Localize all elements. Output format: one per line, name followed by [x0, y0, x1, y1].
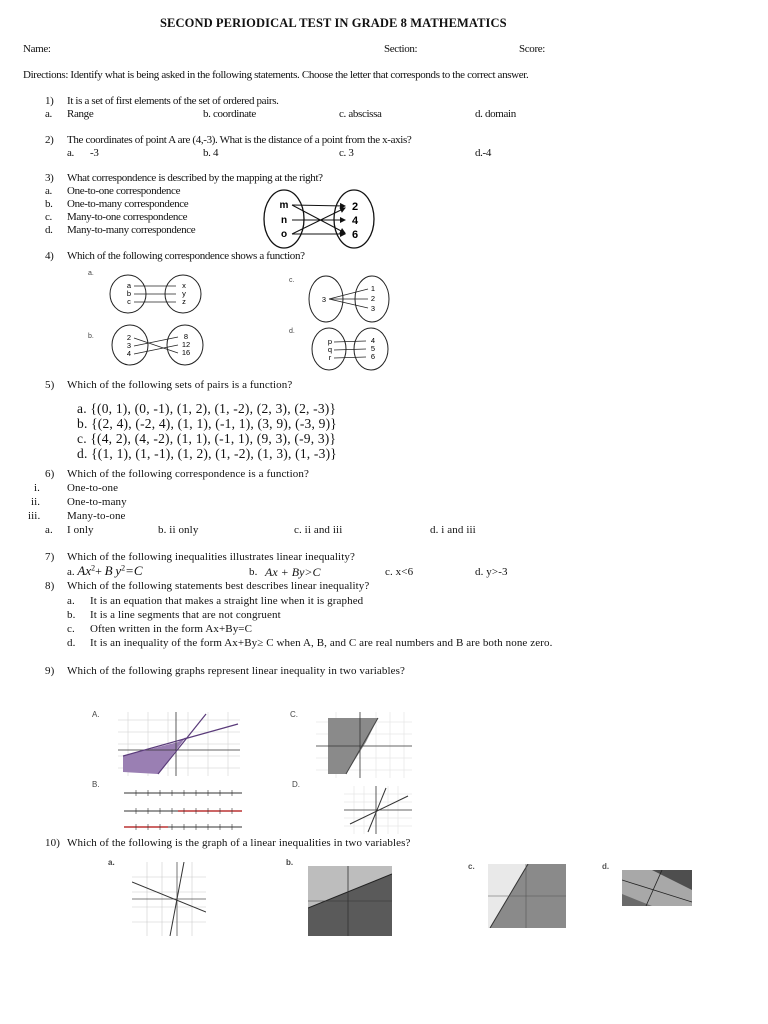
mapping-arrow [334, 341, 366, 342]
range-element: 3 [370, 304, 376, 313]
question-number: 8) [45, 580, 55, 592]
range-element: 2 [351, 201, 359, 213]
option-letter: c. [45, 211, 52, 223]
domain-element: 3 [321, 295, 327, 304]
option-d: d. domain [475, 108, 516, 120]
option-letter: a. [67, 566, 75, 578]
range-element: 16 [181, 348, 191, 357]
option-c: Many-to-one correspondence [67, 211, 188, 223]
score-label: Score: [519, 43, 546, 55]
question-text: What correspondence is described by the mapping at the right? [67, 172, 323, 184]
range-element: 8 [183, 332, 189, 341]
line-graph-a [132, 862, 206, 936]
domain-element: a [126, 281, 132, 290]
range-element: 4 [370, 336, 376, 345]
question-number: 10) [45, 837, 60, 849]
mapping-arrow [334, 357, 366, 358]
question-text: Which of the following correspondence is a function? [67, 468, 309, 480]
option-label: B. [92, 780, 100, 789]
option-label: d. [289, 328, 295, 335]
number-line-graph-b [122, 785, 244, 833]
option-label: D. [292, 780, 300, 789]
question-text: Which of the following inequalities illustrates linear inequality? [67, 551, 355, 563]
question-number: 1) [45, 95, 54, 107]
question-number: 9) [45, 665, 55, 677]
domain-element: b [126, 289, 132, 298]
option-letter: d. [67, 637, 76, 649]
math-var: B [104, 563, 113, 578]
mapping-arrow [292, 208, 345, 234]
question-text: Which of the following is the graph of a linear inequalities in two variables? [67, 837, 411, 849]
option-letter: a. [67, 147, 74, 159]
question-text: Which of the following statements best describes linear inequality? [67, 580, 370, 592]
option-letter: b. [249, 566, 258, 578]
option-b: Ax + By>C [265, 565, 321, 579]
option-letter: a. [45, 524, 53, 536]
option-d: d. {(1, 1), (1, -1), (1, 2), (1, -2), (1, 3), (1, -3)} [77, 446, 337, 461]
option-c: c. 3 [339, 147, 354, 159]
option-a: It is an equation that makes a straight line when it is graphed [90, 595, 364, 607]
directions: Directions: Identify what is being asked in the following statements. Choose the letter that corresponds to the correct answer. [23, 69, 529, 81]
range-element: 4 [351, 215, 359, 227]
option-d: d.-4 [475, 147, 492, 159]
question-number: 6) [45, 468, 55, 480]
domain-element: 2 [126, 333, 132, 342]
math-exponent: 2 [121, 563, 126, 573]
option-c: c. {(4, 2), (4, -2), (1, 1), (-1, 1), (9, 3), (-9, 3)} [77, 431, 337, 446]
math-op: =C [125, 563, 143, 578]
shaded-graph-b [308, 866, 392, 936]
boundary-line [123, 724, 238, 756]
range-element: 1 [370, 284, 376, 293]
domain-element: p [327, 337, 333, 346]
question-number: 4) [45, 250, 54, 262]
option-b: One-to-many correspondence [67, 198, 189, 210]
option-letter: b. [67, 609, 76, 621]
domain-element: q [327, 345, 333, 354]
mapping-arrow [134, 338, 178, 353]
option-letter: d. [45, 224, 53, 236]
domain-element: m [279, 200, 289, 211]
intersecting-lines-graph-d [344, 786, 412, 834]
range-element: 6 [351, 229, 359, 241]
domain-element: r [328, 353, 332, 362]
range-element: 2 [370, 294, 376, 303]
item-text: One-to-one [67, 482, 119, 494]
domain-element: n [280, 215, 288, 226]
math-var: y [115, 563, 122, 578]
mapping-diagram [262, 188, 378, 250]
option-d: Many-to-many correspondence [67, 224, 196, 236]
question-number: 7) [45, 551, 55, 563]
math-var: x [85, 563, 92, 578]
option-label: a. [88, 270, 94, 277]
option-letter: a. [45, 185, 52, 197]
option-letter: a. [45, 108, 52, 120]
range-element: x [182, 281, 186, 290]
option-b: b. {(2, 4), (-2, 4), (1, 1), (-1, 1), (3, 9), (-3, 9)} [77, 416, 337, 431]
item-roman: iii. [28, 510, 41, 522]
option-b: It is a line segments that are not congruent [90, 609, 281, 621]
option-c: c. abscissa [339, 108, 382, 120]
boundary-line [132, 882, 206, 912]
question-text: Which of the following graphs represent linear inequality in two variables? [67, 665, 406, 677]
mapping-diagram-b [86, 320, 216, 370]
option-b: b. 4 [203, 147, 219, 159]
shaded-graph-d [622, 870, 692, 906]
question-text: Which of the following correspondence shows a function? [67, 250, 305, 262]
range-element: y [182, 289, 186, 298]
math-var: A [77, 563, 86, 578]
option-d: It is an inequality of the form Ax+By≥ C when A, B, and C are real numbers and B are both none zero. [90, 637, 553, 649]
domain-element: 3 [126, 341, 132, 350]
page-title: SECOND PERIODICAL TEST IN GRADE 8 MATHEMATICS [160, 16, 507, 30]
option-c: c. x<6 [385, 566, 414, 578]
mapping-arrow [329, 289, 368, 299]
option-label: c. [468, 862, 475, 871]
option-label: b. [286, 858, 294, 867]
mapping-diagram-d [286, 325, 406, 375]
mapping-arrow [292, 205, 345, 233]
range-element: 12 [181, 340, 191, 349]
inequality-graph-c [316, 712, 412, 778]
question-text: The coordinates of point A are (4,-3). What is the distance of a point from the x-axis? [67, 134, 412, 146]
question-number: 2) [45, 134, 54, 146]
domain-element: 4 [126, 349, 132, 358]
option-c: c. ii and iii [294, 524, 343, 536]
range-element: z [182, 297, 186, 306]
option-d: d. y>-3 [475, 566, 508, 578]
option-b: b. coordinate [203, 108, 256, 120]
option-b: b. ii only [158, 524, 199, 536]
question-number: 5) [45, 379, 55, 391]
mapping-arrow [134, 337, 178, 346]
mapping-arrow [134, 345, 178, 354]
question-number: 3) [45, 172, 54, 184]
option-letter: b. [45, 198, 53, 210]
option-label: C. [290, 710, 298, 719]
shaded-region [123, 737, 186, 774]
domain-element: c [127, 297, 131, 306]
mapping-arrow [329, 299, 368, 308]
option-letter: c. [67, 623, 75, 635]
option-label: a. [108, 858, 115, 867]
option-a: Range [67, 108, 94, 120]
option-label: A. [92, 710, 100, 719]
question-text: Which of the following sets of pairs is a function? [67, 379, 293, 391]
item-text: One-to-many [67, 496, 127, 508]
math-op: + [95, 564, 102, 578]
mapping-arrow [334, 349, 366, 350]
name-label: Name: [23, 43, 51, 55]
option-a: I only [67, 524, 94, 536]
option-letter: a. [67, 595, 75, 607]
option-c: Often written in the form Ax+By=C [90, 623, 253, 635]
option-a: One-to-one correspondence [67, 185, 181, 197]
option-a [67, 563, 143, 579]
range-element: 6 [370, 352, 376, 361]
inequality-graph-a [118, 712, 240, 776]
option-a: a. {(0, 1), (0, -1), (1, 2), (1, -2), (2, 3), (2, -3)} [77, 401, 337, 416]
section-label: Section: [384, 43, 418, 55]
option-a: -3 [90, 147, 99, 159]
question-text: It is a set of first elements of the set of ordered pairs. [67, 95, 279, 107]
option-label: d. [602, 862, 610, 871]
mapping-diagram-c [286, 270, 406, 325]
option-label: b. [88, 333, 94, 340]
mapping-diagram-a [86, 265, 216, 315]
option-label: c. [289, 277, 295, 284]
option-d: d. i and iii [430, 524, 476, 536]
range-element: 5 [370, 344, 376, 353]
item-roman: i. [34, 482, 41, 494]
domain-element: o [280, 229, 288, 240]
shaded-graph-c [488, 864, 566, 928]
item-roman: ii. [31, 496, 41, 508]
item-text: Many-to-one [67, 510, 126, 522]
math-exponent: 2 [91, 563, 96, 573]
